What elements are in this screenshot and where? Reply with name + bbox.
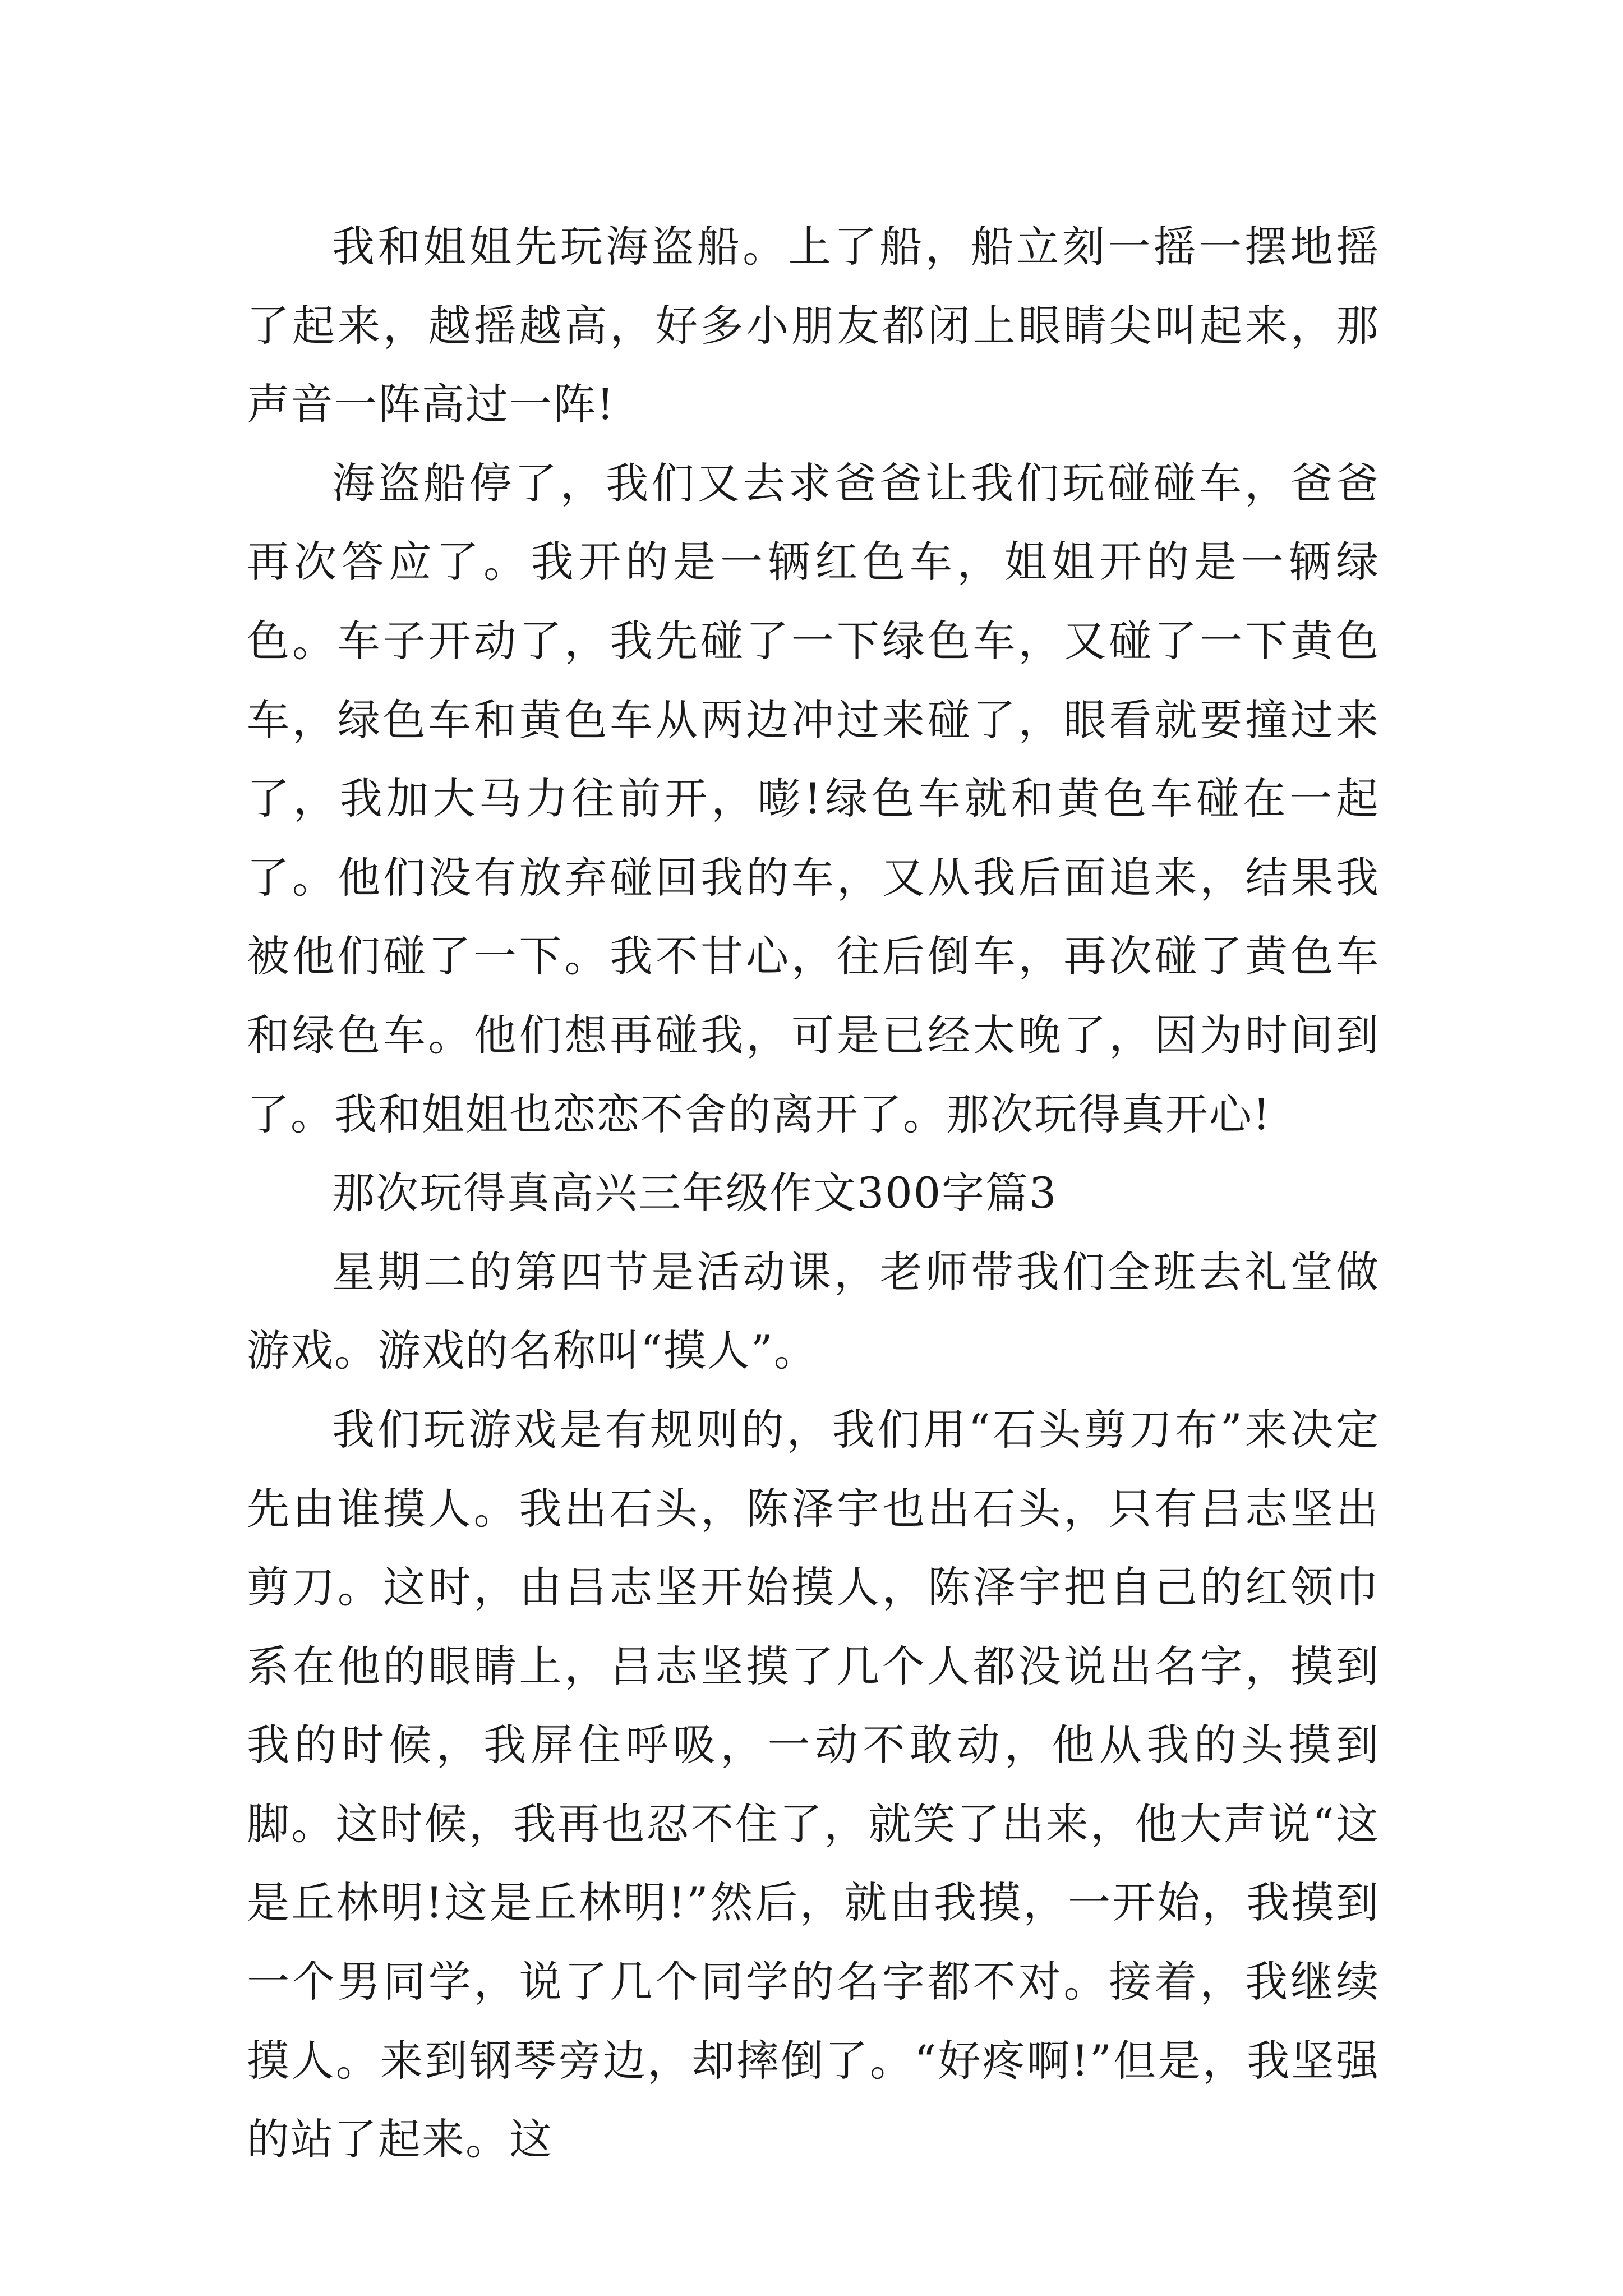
essay-section-title: 那次玩得真高兴三年级作文300字篇3 (332, 1168, 1058, 1218)
paragraph-pirate-ship: 我和姐姐先玩海盗船。上了船，船立刻一摇一摆地摇了起来，越摇越高，好多小朋友都闭上眼睛尖叫起来，那声音一阵高过一阵! (247, 222, 1380, 430)
document-body (247, 208, 1380, 2179)
paragraph-bumper-cars: 海盗船停了，我们又去求爸爸让我们玩碰碰车，爸爸再次答应了。我开的是一辆红色车，姐姐开的是一辆绿色。车子开动了，我先碰了一下绿色车，又碰了一下黄色车，绿色车和黄色车从两边冲过来碰了，眼看就要撞过来了，我加大马力往前开，嘭!绿色车就和黄色车碰在一起了。他们没有放弃碰回我的车，又从我后面追来，结果我被他们碰了一下。我不甘心，往后倒车，再次碰了黄色车和绿色车。他们想再碰我，可是已经太晚了，因为时间到了。我和姐姐也恋恋不舍的离开了。那次玩得真开心! (247, 458, 1380, 1139)
paragraph-game-rules: 我们玩游戏是有规则的，我们用“石头剪刀布”来决定先由谁摸人。我出石头，陈泽宇也出石头，只有吕志坚出剪刀。这时，由吕志坚开始摸人，陈泽宇把自己的红领巾系在他的眼睛上，吕志坚摸了几个人都没说出名字，摸到我的时候，我屏住呼吸，一动不敢动，他从我的头摸到脚。这时候，我再也忍不住了，就笑了出来，他大声说“这是丘林明!这是丘林明!”然后，就由我摸，一开始，我摸到一个男同学，说了几个同学的名字都不对。接着，我继续摸人。来到钢琴旁边，却摔倒了。“好疼啊!”但是，我坚强的站了起来。这 (247, 1404, 1380, 2165)
paragraph-activity-class: 星期二的第四节是活动课，老师带我们全班去礼堂做游戏。游戏的名称叫“摸人”。 (247, 1246, 1380, 1376)
